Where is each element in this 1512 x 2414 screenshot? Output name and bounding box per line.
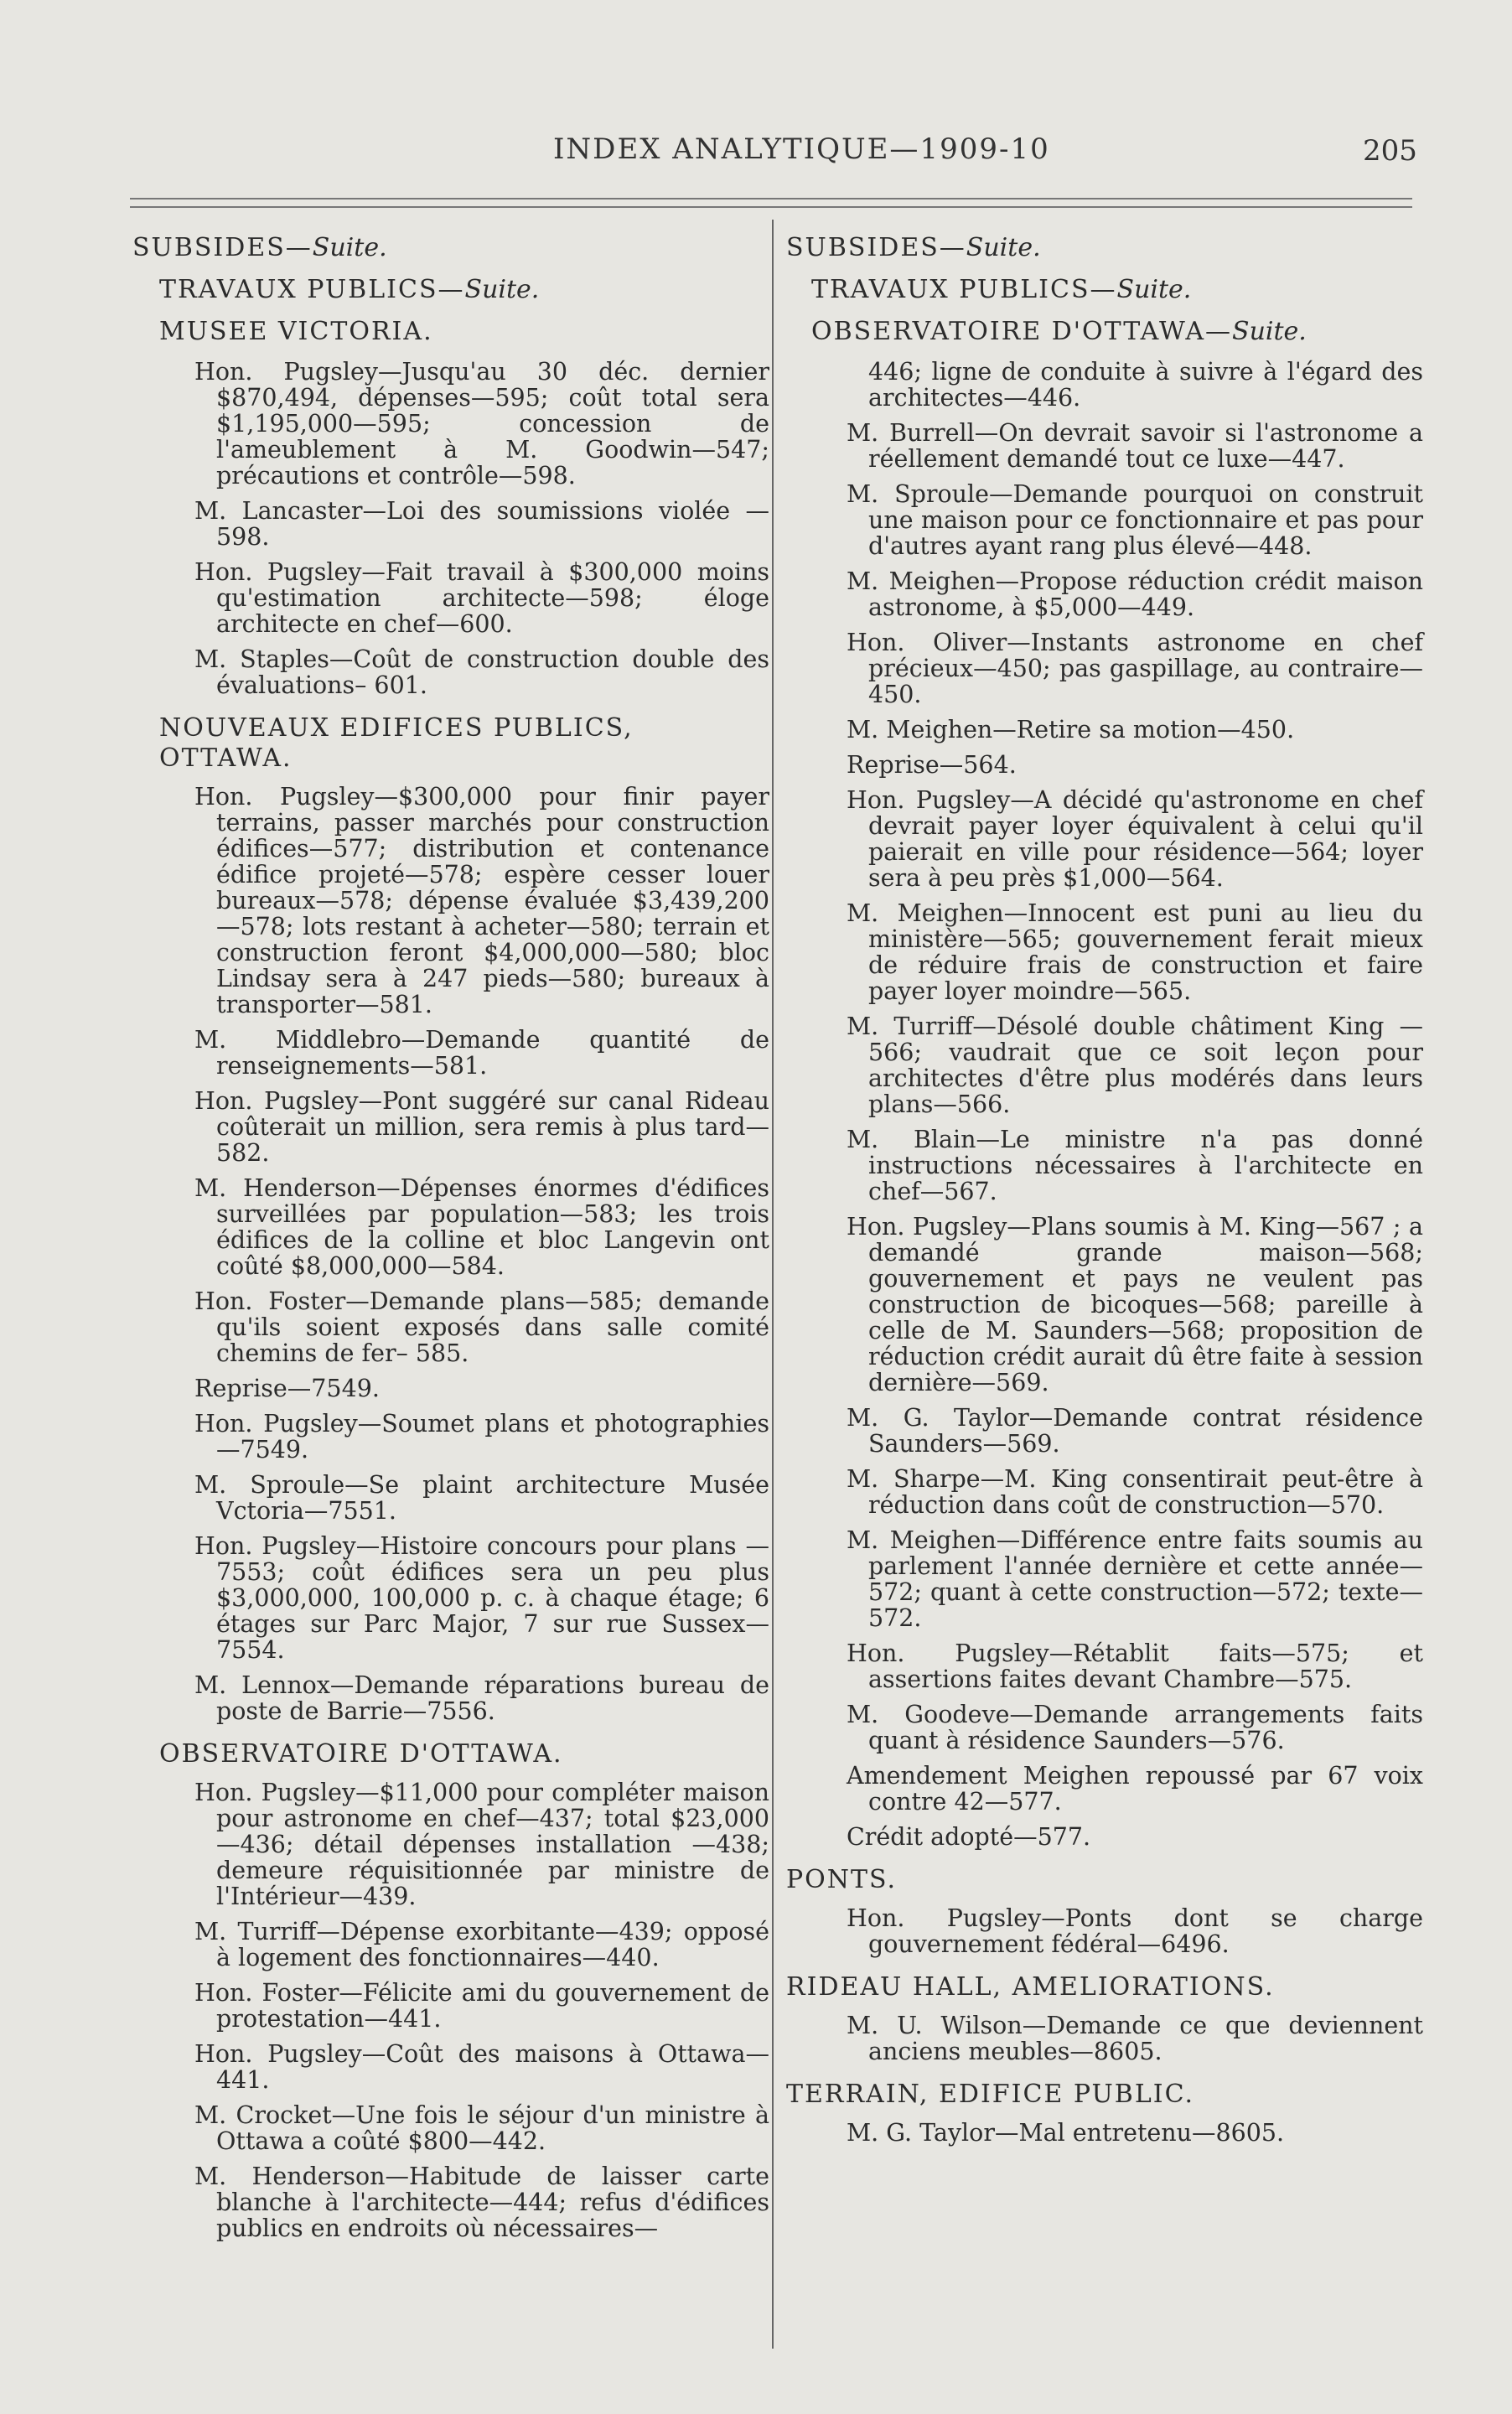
index-entry: M. Henderson—Dépenses énormes d'édifices surveillées par population—583; les trois édifices de la colline et bloc Langevin ont coûté $8,000,000—584. xyxy=(194,1174,769,1280)
index-entry: M. Blain—Le ministre n'a pas donné instructions nécessaires à l'architecte en chef—567. xyxy=(847,1126,1423,1205)
index-entry: Reprise—564. xyxy=(847,751,1017,779)
section-heading: SUBSIDES—Suite. xyxy=(786,233,1041,262)
page-number: 205 xyxy=(1363,134,1417,168)
index-entry: M. Meighen—Propose réduction crédit maison astronome, à $5,000—449. xyxy=(847,567,1423,621)
index-entry: Hon. Pugsley—Histoire concours pour plans —7553; coût édifices sera un peu plus $3,000,000, 100,000 p. c. à chaque étage; 6 étages sur Parc Major, 7 sur rue Sussex—7554. xyxy=(194,1532,769,1664)
index-entry-continuation: 446; ligne de conduite à suivre à l'égard des architectes—446. xyxy=(868,358,1423,412)
index-entry: M. Crocket—Une fois le séjour d'un ministre à Ottawa a coûté $800—442. xyxy=(194,2101,769,2155)
index-entry: M. Turriff—Désolé double châtiment King —566; vaudrait que ce soit leçon pour architectes d'être plus modérés dans leurs plans—566. xyxy=(847,1013,1423,1118)
index-entry: Hon. Foster—Demande plans—585; demande qu'ils soient exposés dans salle comité chemins de fer– 585. xyxy=(194,1287,769,1367)
index-entry: Hon. Pugsley—Plans soumis à M. King—567 ; a demandé grande maison—568; gouvernement et pays ne veulent pas construction de bicoques—568; pareille à celle de M. Saunders—568; proposition de réduction crédit aurait dû être faite à session dernière—569. xyxy=(847,1213,1423,1396)
index-entry: M. Meighen—Retire sa motion—450. xyxy=(847,716,1295,743)
topic-heading: NOUVEAUX EDIFICES PUBLICS, OTTAWA. xyxy=(159,713,634,773)
left-column xyxy=(132,233,769,2251)
subsection-heading: TRAVAUX PUBLICS—Suite. xyxy=(159,275,540,304)
index-entry: M. Lancaster—Loi des soumissions violée —598. xyxy=(194,497,769,551)
index-entry: M. Lennox—Demande réparations bureau de poste de Barrie—7556. xyxy=(194,1671,769,1725)
index-entry: M. Meighen—Différence entre faits soumis au parlement l'année dernière et cette année—572; quant à cette construction—572; texte—572. xyxy=(847,1526,1423,1632)
topic-heading: OBSERVATOIRE D'OTTAWA—Suite. xyxy=(811,317,1307,346)
section-heading: SUBSIDES—Suite. xyxy=(132,233,387,262)
index-entry: Hon. Pugsley—Jusqu'au 30 déc. dernier $870,494, dépenses—595; coût total sera $1,195,000—595; concession de l'ameublement à M. Goodwin—547; précautions et contrôle—598. xyxy=(194,358,769,490)
index-entry: Hon. Pugsley—$11,000 pour compléter maison pour astronome en chef—437; total $23,000—436; détail dépenses installation —438; demeure réquisitionnée par ministre de l'Intérieur—439. xyxy=(194,1779,769,1910)
index-entry: Amendement Meighen repoussé par 67 voix contre 42—577. xyxy=(847,1762,1423,1816)
index-entry: M. Middlebro—Demande quantité de renseignements—581. xyxy=(194,1026,769,1080)
index-entry: Hon. Pugsley—Fait travail à $300,000 moins qu'estimation architecte—598; éloge architecte en chef—600. xyxy=(194,558,769,638)
index-entry: M. Sharpe—M. King consentirait peut-être à réduction dans coût de construction—570. xyxy=(847,1465,1423,1519)
index-entry: M. Meighen—Innocent est puni au lieu du ministère—565; gouvernement ferait mieux de réduire frais de construction et faire payer loyer moindre—565. xyxy=(847,899,1423,1005)
index-entry: Crédit adopté—577. xyxy=(847,1823,1091,1851)
index-entry: Hon. Pugsley—Soumet plans et photographies—7549. xyxy=(194,1410,769,1463)
index-entry: M. Henderson—Habitude de laisser carte blanche à l'architecte—444; refus d'édifices publics en endroits où nécessaires— xyxy=(194,2163,769,2242)
index-entry: M. Burrell—On devrait savoir si l'astronome a réellement demandé tout ce luxe—447. xyxy=(847,419,1423,473)
index-entry: M. Sproule—Se plaint architecture Musée Vctoria—7551. xyxy=(194,1471,769,1525)
topic-heading: RIDEAU HALL, AMELIORATIONS. xyxy=(786,1972,1275,2002)
running-title: INDEX ANALYTIQUE—1909-10 xyxy=(553,132,1050,166)
column-divider xyxy=(772,220,774,2349)
topic-heading: PONTS. xyxy=(786,1865,898,1894)
topic-heading: OBSERVATOIRE D'OTTAWA. xyxy=(159,1739,563,1769)
topic-heading: TERRAIN, EDIFICE PUBLIC. xyxy=(786,2080,1195,2109)
index-entry: Hon. Pugsley—Coût des maisons à Ottawa—441. xyxy=(194,2040,769,2094)
index-entry: M. Staples—Coût de construction double des évaluations– 601. xyxy=(194,645,769,699)
right-column xyxy=(786,233,1423,2155)
index-entry: Hon. Pugsley—Pont suggéré sur canal Rideau coûterait un million, sera remis à plus tard—582. xyxy=(194,1087,769,1167)
index-entry: M. U. Wilson—Demande ce que deviennent anciens meubles—8605. xyxy=(847,2012,1423,2065)
index-entry: Hon. Pugsley—$300,000 pour finir payer terrains, passer marchés pour construction édifices—577; distribution et contenance édifice projeté—578; espère cesser louer bureaux—578; dépense évaluée $3,439,200—578; lots restant à acheter—580; terrain et construction feront $4,000,000—580; bloc Lindsay sera à 247 pieds—580; bureaux à transporter—581. xyxy=(194,783,769,1018)
header-rule xyxy=(130,206,1412,208)
index-entry: Hon. Pugsley—Ponts dont se charge gouvernement fédéral—6496. xyxy=(847,1904,1423,1958)
index-entry: Hon. Pugsley—A décidé qu'astronome en chef devrait payer loyer équivalent à celui qu'il paierait en ville pour résidence—564; loyer sera à peu près $1,000—564. xyxy=(847,786,1423,892)
index-entry: M. Turriff—Dépense exorbitante—439; opposé à logement des fonctionnaires—440. xyxy=(194,1918,769,1971)
index-entry: Reprise—7549. xyxy=(194,1375,380,1402)
index-entry: M. Sproule—Demande pourquoi on construit une maison pour ce fonctionnaire et pas pour d'autres ayant rang plus élevé—448. xyxy=(847,480,1423,560)
index-entry: Hon. Pugsley—Rétablit faits—575; et assertions faites devant Chambre—575. xyxy=(847,1640,1423,1693)
topic-heading: MUSEE VICTORIA. xyxy=(159,317,433,346)
index-entry: Hon. Oliver—Instants astronome en chef précieux—450; pas gaspillage, au contraire—450. xyxy=(847,629,1423,708)
header-rule xyxy=(130,198,1412,199)
index-entry: M. Goodeve—Demande arrangements faits quant à résidence Saunders—576. xyxy=(847,1701,1423,1754)
subsection-heading: TRAVAUX PUBLICS—Suite. xyxy=(811,275,1192,304)
index-entry: M. G. Taylor—Demande contrat résidence Saunders—569. xyxy=(847,1404,1423,1458)
index-entry: Hon. Foster—Félicite ami du gouvernement de protestation—441. xyxy=(194,1979,769,2033)
index-entry: M. G. Taylor—Mal entretenu—8605. xyxy=(847,2119,1285,2147)
